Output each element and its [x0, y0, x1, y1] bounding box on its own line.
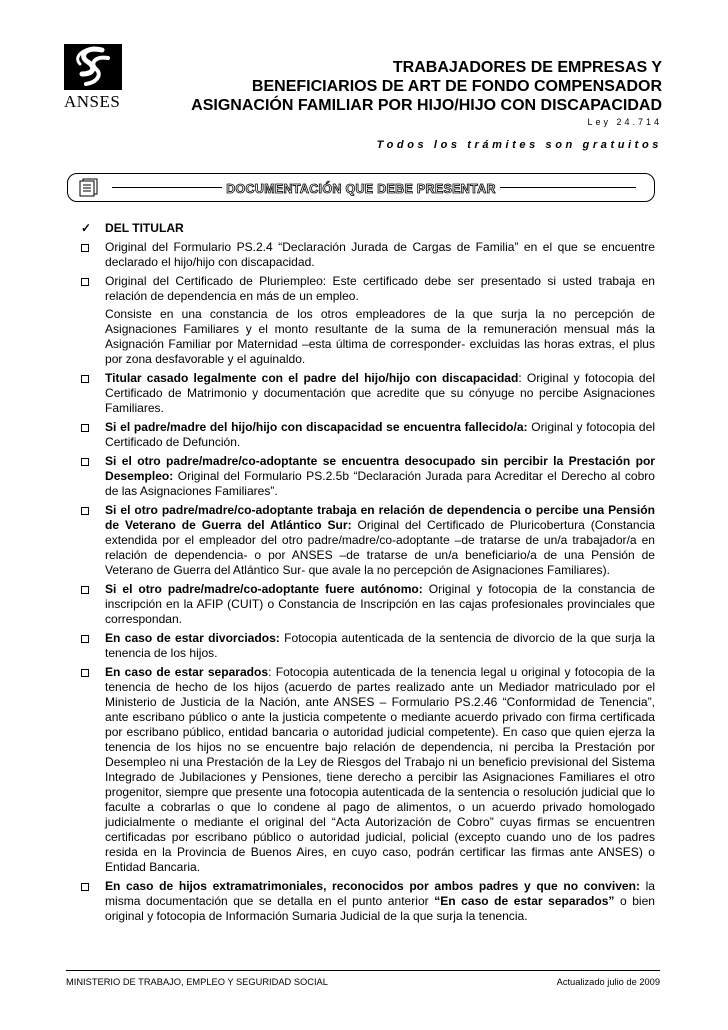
list-item: Si el otro padre/madre/co-adoptante trabaja en relación de dependencia o percibe una Pensión de Veterano de Guerra del Atlántico Sur: Original del Certificado de Pluricobertura (Constancia extendida por el empleador del otro padre/madre/co-adoptante –de tratarse de un/a trabajador/a en relación de dependencia- o por ANSES –de tratarse de un/a beneficiario/a de una Pensión de Veterano de Guerra del Atlántico Sur- que avale la no percepción de Asignaciones Familiares).	[72, 503, 655, 578]
footer-ministry: MINISTERIO DE TRABAJO, EMPLEO Y SEGURIDAD SOCIAL	[66, 977, 328, 987]
list-item: En caso de estar divorciados: Fotocopia autenticada de la sentencia de divorcio de la que surja la tenencia de los hijos.	[72, 631, 655, 661]
header-line-1: TRABAJADORES DE EMPRESAS Y	[392, 59, 662, 76]
list-item: Si el otro padre/madre/co-adoptante se encuentra desocupado sin percibir la Prestación por Desempleo: Original del Formulario PS.2.5b “Declaración Jurada para Acreditar el Derecho al cobro de las Asignaciones Familiares”.	[72, 454, 655, 499]
checkbox-bullet-icon	[81, 375, 89, 383]
footer-updated-date: Actualizado julio de 2009	[556, 977, 660, 987]
list-item: En caso de hijos extramatrimoniales, reconocidos por ambos padres y que no conviven: la misma documentación que se detalla en el punto anterior “En caso de estar separados” o bien original y fotocopia de Información Sumaria Judicial de la que surja la tenencia.	[72, 879, 655, 924]
header-line-3: ASIGNACIÓN FAMILIAR POR HIJO/HIJO CON DISCAPACIDAD	[191, 97, 662, 114]
banner-title: DOCUMENTACIÓN QUE DEBE PRESENTAR	[222, 182, 500, 196]
list-item: Si el padre/madre del hijo/hijo con discapacidad se encuentra fallecido/a: Original y fotocopia del Certificado de Defunción.	[72, 420, 655, 450]
list-item-paragraph: Consiste en una constancia de los otros empleadores de la que surja la no percepción de Asignaciones Familiares y el monto resultante de la suma de la remuneración mensual más la Asignación Familiar por Maternidad –esta última de corresponder- excluidas las horas extras, el plus por zona desfavorable y el aguinaldo.	[105, 307, 655, 366]
checkbox-bullet-icon	[81, 586, 89, 594]
list-item: Original del Formulario PS.2.4 “Declaración Jurada de Cargas de Familia” en el que se encuentre declarado el hijo/hijo con discapacidad.	[72, 240, 655, 270]
logo-text: ANSES	[64, 92, 121, 111]
section-heading: ✓ DEL TITULAR	[72, 221, 655, 236]
checkbox-bullet-icon	[81, 424, 89, 432]
law-number: Ley 24.714	[587, 117, 662, 127]
header-line-2: BENEFICIARIOS DE ART DE FONDO COMPENSADOR	[251, 78, 662, 95]
list-item: Original del Certificado de Pluriempleo: Este certificado debe ser presentado si usted trabaja en relación de dependencia en más de un empleo.	[72, 274, 655, 304]
list-item: Si el otro padre/madre/co-adoptante fuere autónomo: Original y fotocopia de la constancia de inscripción en la AFIP (CUIT) o Constancia de Inscripción en las cajas profesionales provinciales que correspondan.	[72, 582, 655, 627]
list-item: En caso de estar separados: Fotocopia autenticada de la tenencia legal u original y fotocopia de la tenencia de hecho de los hijos (acuerdo de partes realizado ante un Mediador matriculado por el Ministerio de Justicia de la Nación, ante ANSES – Formulario PS.2.46 “Conformidad de Tenencia”, ante escribano público o ante la justicia competente o mediante acuerdo privado con firma certificada por escribano público, entidad bancaria o autoridad judicial competente). En caso que quien ejerza la tenencia de los hijos no se encuentre bajo relación de dependencia, ni perciba la Prestación por Desempleo ni una Prestación de la Ley de Riesgos del Trabajo ni un beneficio previsional del Sistema Integrado de Jubilaciones y Pensiones, tiene derecho a percibir las Asignaciones Familiares el otro progenitor, siempre que presente una fotocopia autenticada de la sentencia o resolución judicial que lo faculte a cobrarlas o que lo condene al pago de alimentos, o un acuerdo privado homologado judicialmente o mediante el original del “Acta Autorización de Cobro” cuyas firmas se encuentren certificadas por escribano público o autoridad judicial, policial (excepto cuando uno de los padres resida en la Provincia de Buenos Aires, en cuyo caso, podrán certificar las firmas ante ANSES) o Entidad Bancaria.	[72, 665, 655, 875]
checkbox-bullet-icon	[81, 669, 89, 677]
checkbox-bullet-icon	[81, 635, 89, 643]
anses-logo	[64, 44, 128, 112]
document-body	[72, 221, 655, 928]
list-item: Titular casado legalmente con el padre del hijo/hijo con discapacidad: Original y fotocopia del Certificado de Matrimonio y documentación que acredite que su cónyuge no percibe Asignaciones Familiares.	[72, 371, 655, 416]
checkbox-bullet-icon	[81, 458, 89, 466]
checkbox-bullet-icon	[81, 883, 89, 891]
checkbox-bullet-icon	[81, 507, 89, 515]
free-procedures-note: Todos los trámites son gratuitos	[376, 139, 662, 151]
page-footer	[66, 970, 660, 987]
checkmark-icon: ✓	[80, 221, 92, 235]
section-banner	[67, 173, 655, 202]
checkbox-bullet-icon	[81, 244, 89, 252]
document-header	[191, 58, 662, 151]
checkbox-bullet-icon	[81, 278, 89, 286]
anses-emblem-icon	[64, 44, 122, 90]
